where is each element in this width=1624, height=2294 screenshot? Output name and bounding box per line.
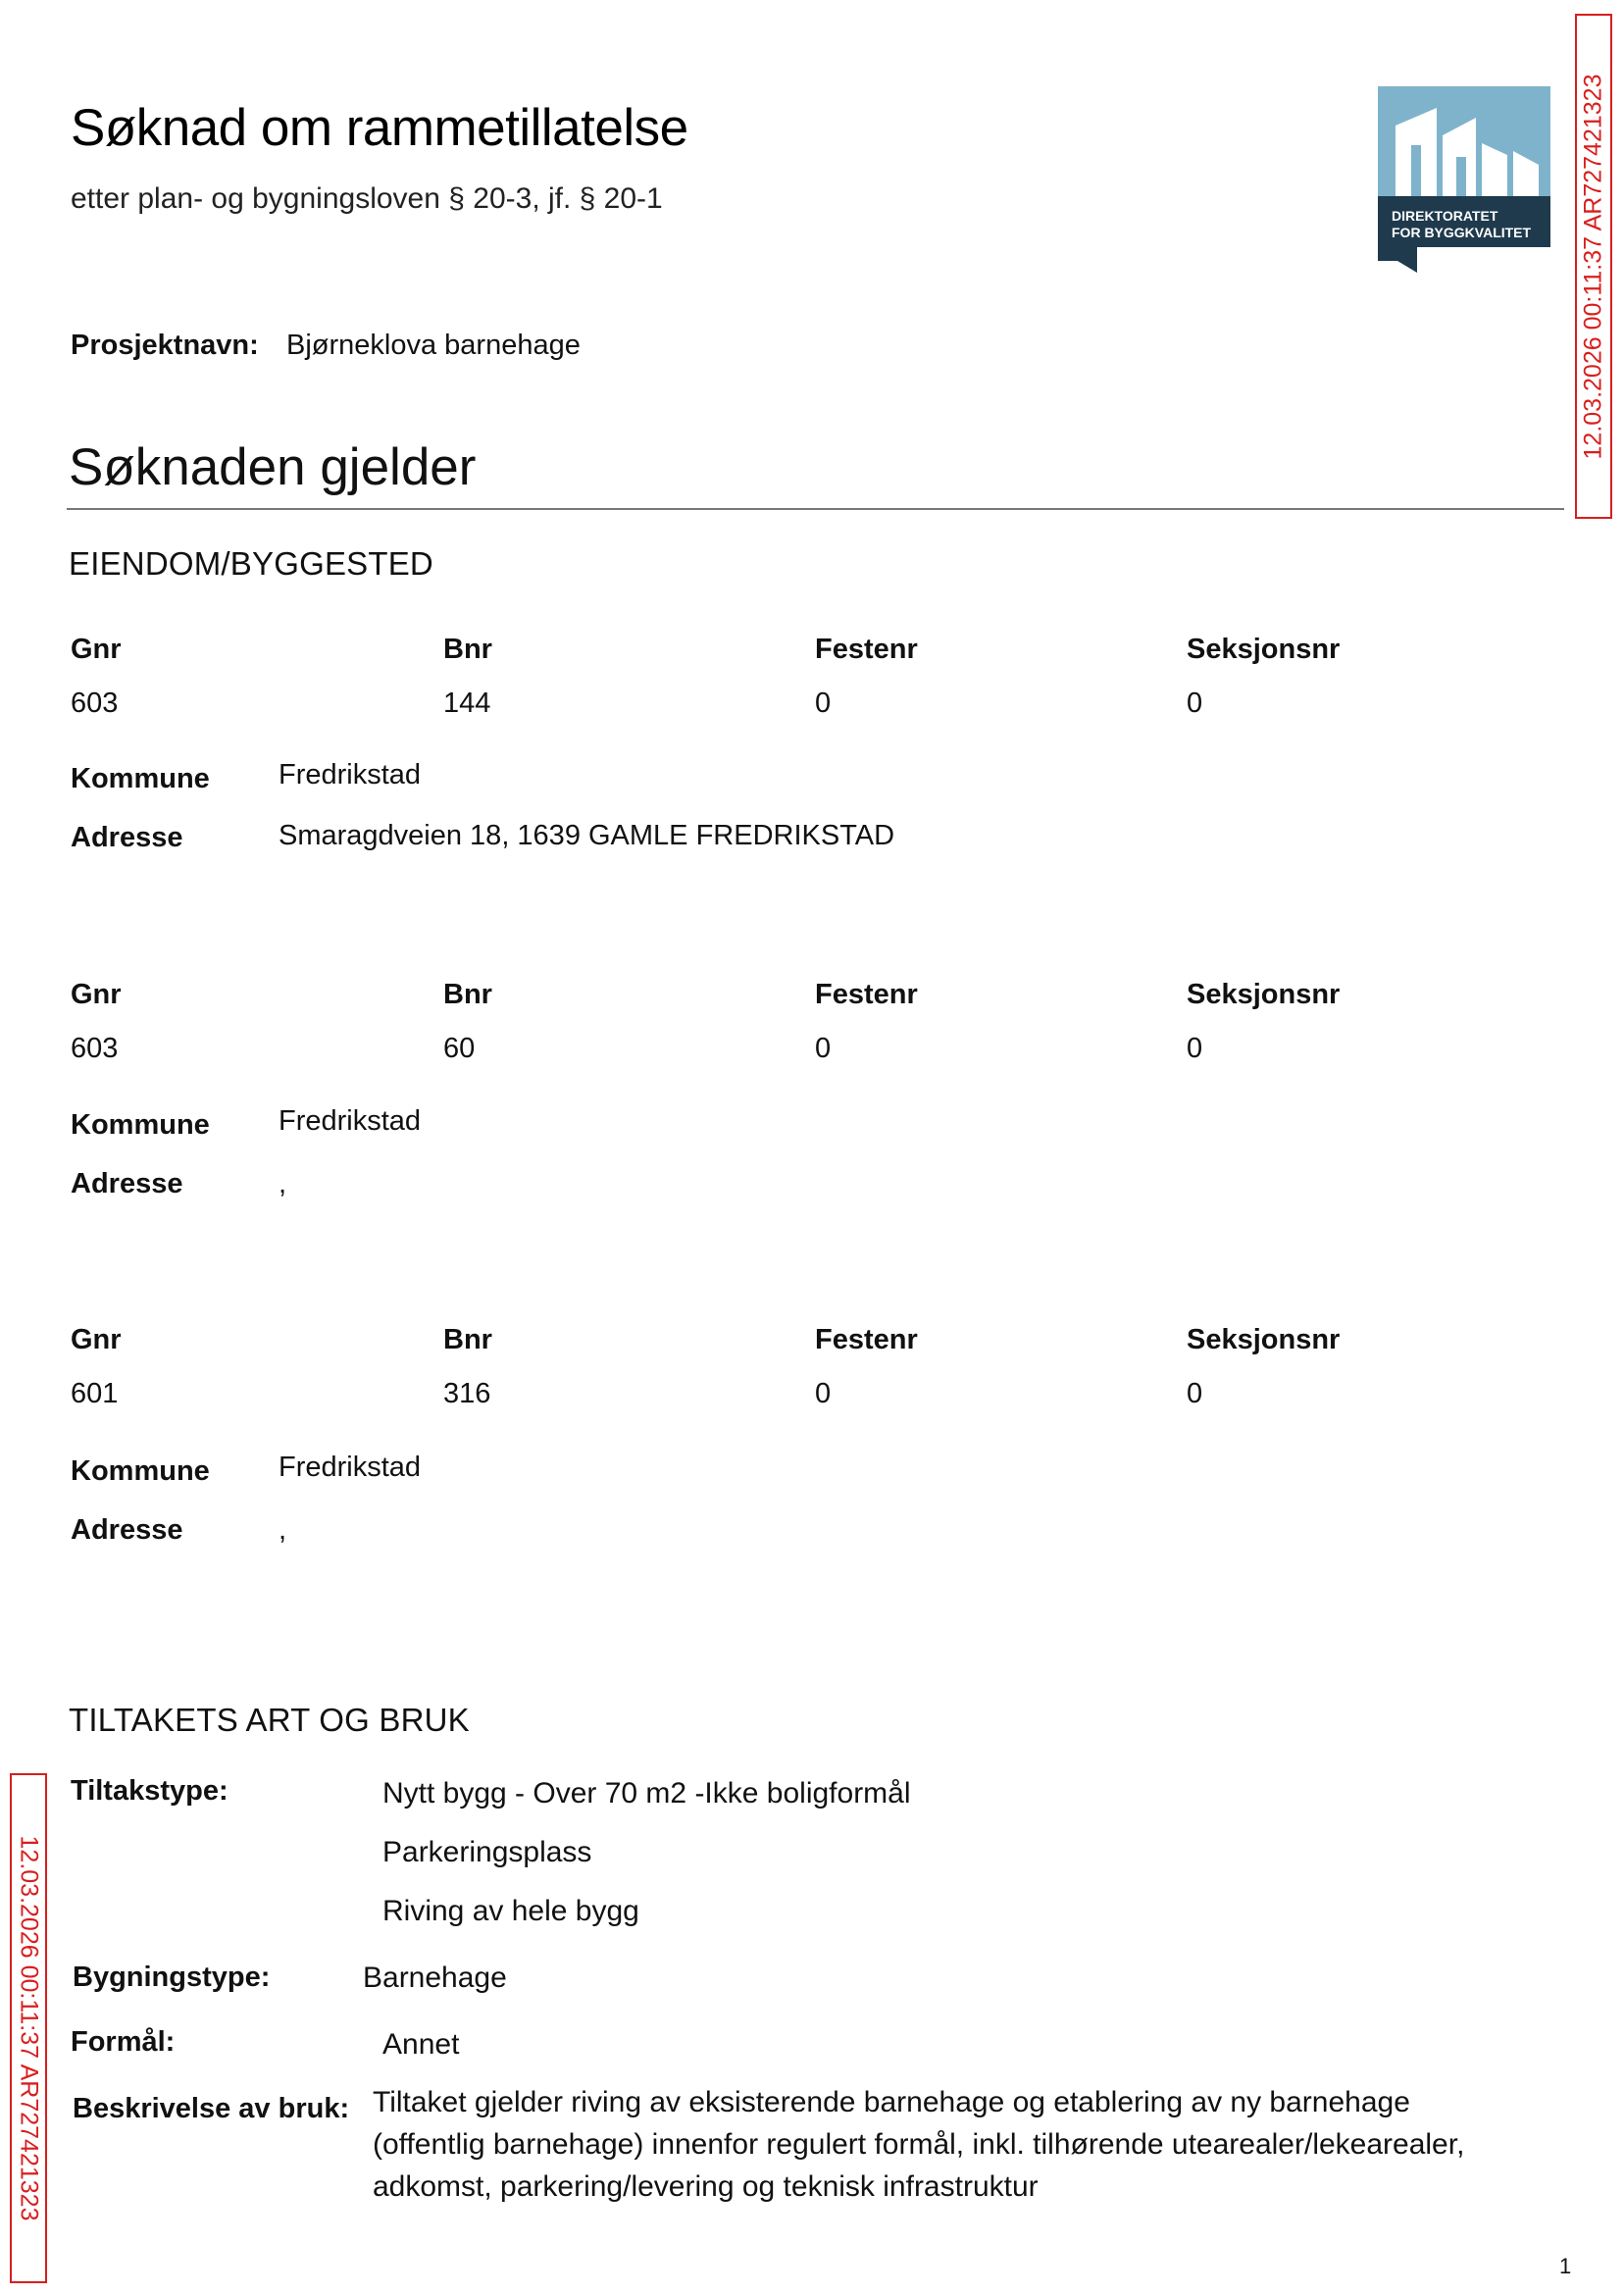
column-festenr-header: Festenr bbox=[815, 979, 918, 1010]
tiltak-heading: TILTAKETS ART OG BRUK bbox=[69, 1702, 470, 1738]
property-heading: EIENDOM/BYGGESTED bbox=[69, 545, 433, 582]
column-bnr-header: Bnr bbox=[443, 634, 492, 665]
project-name-value: Bjørneklova barnehage bbox=[286, 330, 581, 361]
section-title: Søknaden gjelder bbox=[69, 438, 477, 496]
section-divider bbox=[67, 508, 1564, 510]
column-gnr-header: Gnr bbox=[71, 634, 122, 665]
project-name-label: Prosjektnavn: bbox=[71, 330, 259, 361]
kommune-value: Fredrikstad bbox=[279, 1105, 422, 1137]
adresse-value: , bbox=[279, 1168, 287, 1199]
dibk-logo-graphic bbox=[1378, 86, 1550, 278]
adresse-label: Adresse bbox=[71, 1514, 183, 1546]
tiltakstype-value: Nytt bygg - Over 70 m2 -Ikke boligformål bbox=[382, 1777, 911, 1810]
property-gnr: 603 bbox=[71, 688, 119, 719]
property-bnr: 316 bbox=[443, 1378, 491, 1409]
kommune-label: Kommune bbox=[71, 1455, 210, 1487]
logo-line1: DIREKTORATET bbox=[1392, 208, 1498, 224]
page-number: 1 bbox=[1559, 2254, 1572, 2278]
stamp-text: 12.03.2026 00:11:37 AR727421323 bbox=[15, 1835, 43, 2221]
date-stamp-vertical bbox=[1575, 14, 1612, 519]
column-seksjonsnr-header: Seksjonsnr bbox=[1187, 1324, 1341, 1355]
bygningstype-label: Bygningstype: bbox=[73, 1962, 271, 1993]
kommune-label: Kommune bbox=[71, 1109, 210, 1141]
beskrivelse-value: Tiltaket gjelder riving av eksisterende barnehage og etablering av ny barnehage (offentlig barnehage) innenfor regulert formål, inkl. tilhørende utearealer/lekearealer, adkomst, parkering/levering og teknisk infrastruktur bbox=[373, 2086, 1465, 2203]
property-seksjonsnr: 0 bbox=[1187, 1033, 1203, 1064]
adresse-label: Adresse bbox=[71, 1168, 183, 1199]
column-gnr-header: Gnr bbox=[71, 979, 122, 1010]
kommune-value: Fredrikstad bbox=[279, 1452, 422, 1483]
beskrivelse-label: Beskrivelse av bruk: bbox=[73, 2093, 350, 2124]
column-bnr-header: Bnr bbox=[443, 979, 492, 1010]
property-festenr: 0 bbox=[815, 1378, 832, 1409]
property-bnr: 144 bbox=[443, 688, 491, 719]
adresse-label: Adresse bbox=[71, 822, 183, 853]
tiltakstype-value: Riving av hele bygg bbox=[382, 1895, 639, 1927]
kommune-value: Fredrikstad bbox=[279, 759, 422, 790]
formal-label: Formål: bbox=[71, 2026, 176, 2058]
column-seksjonsnr-header: Seksjonsnr bbox=[1187, 634, 1341, 665]
adresse-value: Smaragdveien 18, 1639 GAMLE FREDRIKSTAD bbox=[279, 820, 895, 851]
tiltakstype-label: Tiltakstype: bbox=[71, 1775, 228, 1807]
formal-value: Annet bbox=[382, 2028, 460, 2061]
logo-line2: FOR BYGGKVALITET bbox=[1392, 225, 1532, 240]
property-festenr: 0 bbox=[815, 688, 832, 719]
page-subtitle: etter plan- og bygningsloven § 20-3, jf. § 20-1 bbox=[71, 182, 663, 215]
property-gnr: 603 bbox=[71, 1033, 119, 1064]
property-festenr: 0 bbox=[815, 1033, 832, 1064]
property-seksjonsnr: 0 bbox=[1187, 688, 1203, 719]
tiltakstype-value: Parkeringsplass bbox=[382, 1836, 592, 1868]
property-gnr: 601 bbox=[71, 1378, 119, 1409]
date-stamp-vertical-left bbox=[10, 1773, 47, 2283]
dibk-logo bbox=[1378, 86, 1550, 278]
kommune-label: Kommune bbox=[71, 763, 210, 794]
adresse-value: , bbox=[279, 1514, 287, 1546]
column-festenr-header: Festenr bbox=[815, 1324, 918, 1355]
column-bnr-header: Bnr bbox=[443, 1324, 492, 1355]
stamp-text: 12.03.2026 00:11:37 AR727421323 bbox=[1579, 74, 1607, 459]
column-gnr-header: Gnr bbox=[71, 1324, 122, 1355]
page-title: Søknad om rammetillatelse bbox=[71, 99, 688, 157]
bygningstype-value: Barnehage bbox=[363, 1962, 507, 1994]
property-bnr: 60 bbox=[443, 1033, 476, 1064]
column-seksjonsnr-header: Seksjonsnr bbox=[1187, 979, 1341, 1010]
property-seksjonsnr: 0 bbox=[1187, 1378, 1203, 1409]
column-festenr-header: Festenr bbox=[815, 634, 918, 665]
